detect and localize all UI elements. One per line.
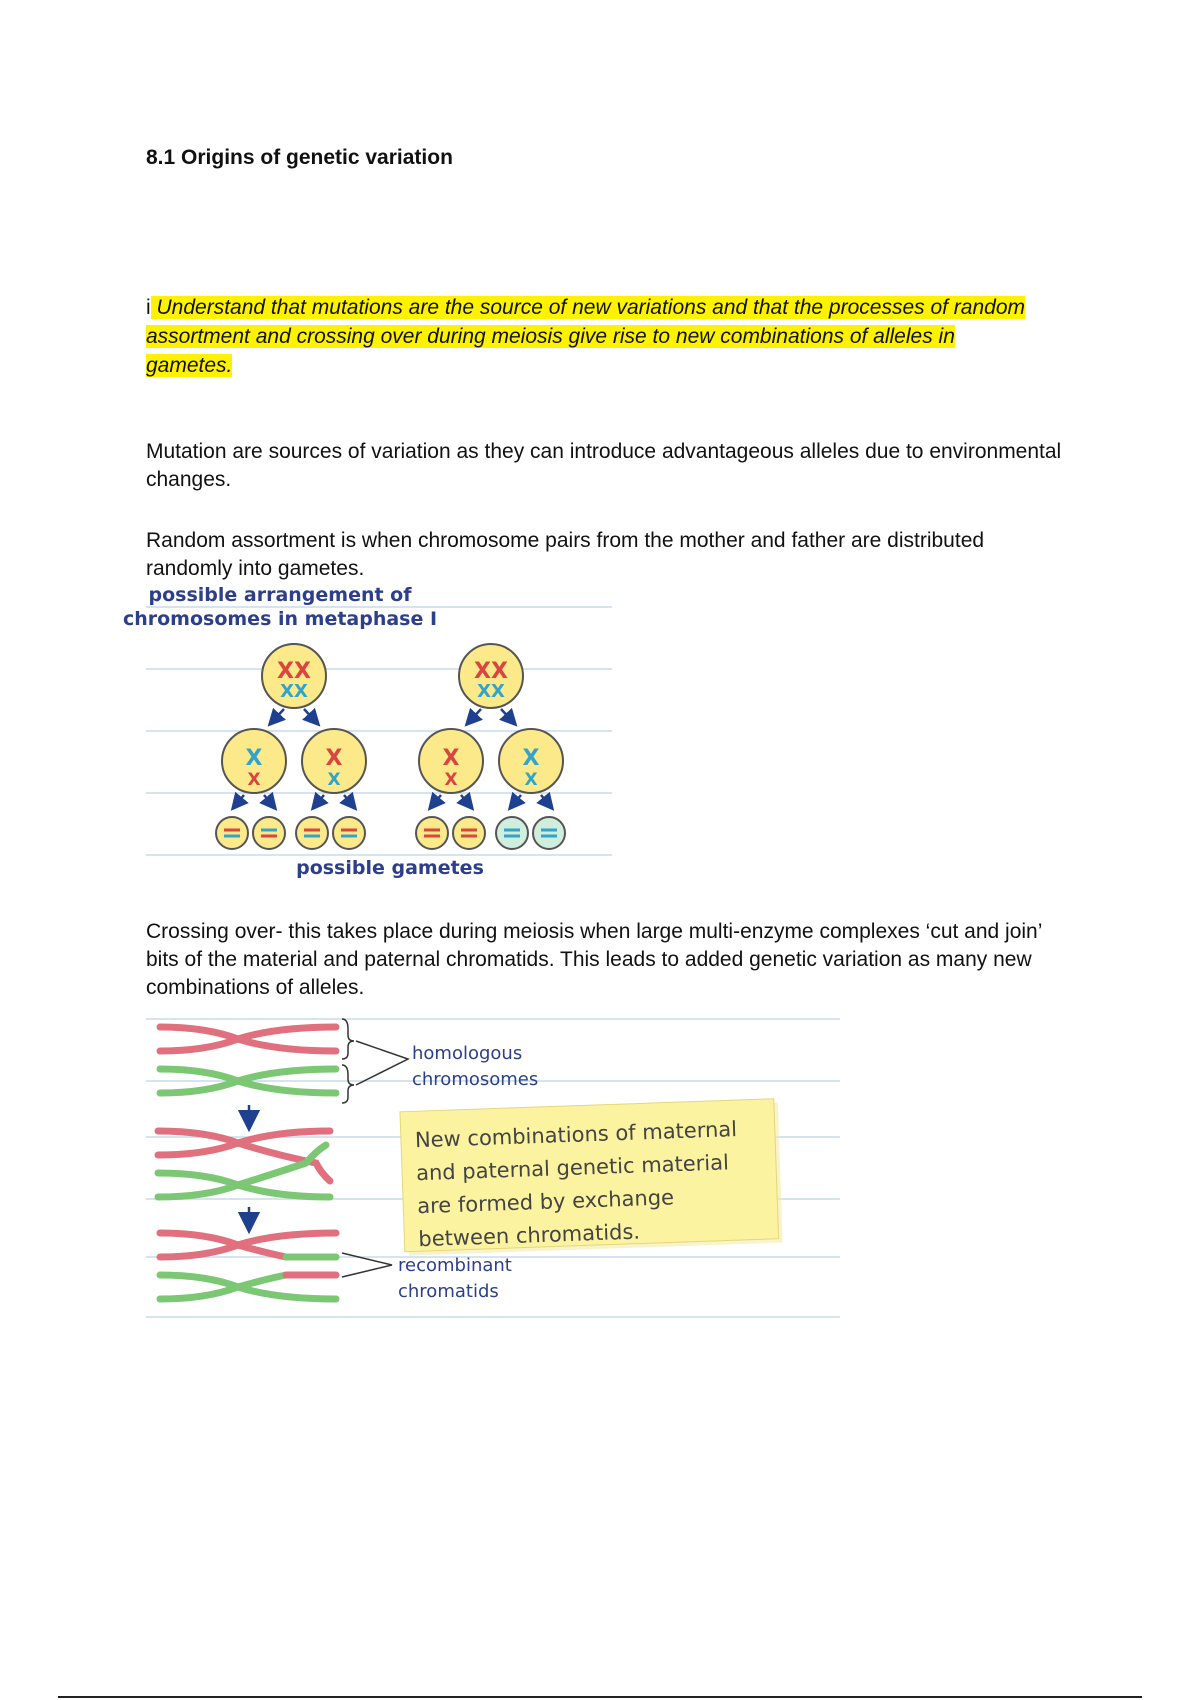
footer-divider — [58, 1696, 1142, 1698]
note-line-2: and paternal genetic material — [415, 1150, 730, 1186]
svg-text:XX: XX — [477, 681, 505, 702]
svg-text:X: X — [444, 770, 458, 790]
svg-text:XX: XX — [277, 659, 311, 684]
brace-top — [342, 1019, 354, 1059]
caption-arrangement-line2: chromosomes in metaphase I — [122, 608, 438, 630]
metaphase-cell-left — [262, 644, 326, 708]
gamete — [533, 817, 565, 849]
objective-text: Understand that mutations are the source of new variations and that the processes of random assortment and crossing over during meiosis give rise to new combinations of alleles in gametes. — [146, 296, 1026, 377]
homologous-pair-stage-1 — [160, 1027, 336, 1093]
gamete — [416, 817, 448, 849]
arrows-division-1 — [271, 709, 514, 723]
label-recombinant-line2: chromatids — [398, 1281, 499, 1302]
random-assortment-figure — [122, 584, 612, 885]
gametes-row — [216, 817, 565, 849]
note-line-4: between chromatids. — [417, 1219, 641, 1252]
homologous-pointer — [356, 1041, 408, 1085]
label-homologous-line2: chromosomes — [412, 1069, 539, 1090]
label-homologous-line1: homologous — [412, 1043, 523, 1064]
recombinant-stage-3 — [160, 1233, 336, 1299]
daughter-cell-1 — [222, 729, 286, 793]
gamete — [496, 817, 528, 849]
gamete — [216, 817, 248, 849]
section-title: 8.1 Origins of genetic variation — [146, 146, 453, 169]
objective-bullet: i — [146, 296, 151, 319]
brace-bottom — [342, 1065, 354, 1103]
daughter-cell-3 — [419, 729, 483, 793]
paragraph-crossing-over: Crossing over- this takes place during meiosis when large multi-enzyme complexes ‘cut and join’ bits of the material and paternal chromatids. This leads to added genetic variation as many new combinations of alleles. — [146, 920, 1042, 999]
label-recombinant-line1: recombinant — [398, 1255, 512, 1276]
note-line-1: New combinations of maternal — [414, 1117, 738, 1153]
arrows-division-2 — [234, 795, 551, 807]
crossing-over-figure — [146, 1013, 840, 1323]
gamete — [333, 817, 365, 849]
svg-text:X: X — [524, 770, 538, 790]
gamete — [296, 817, 328, 849]
daughter-cell-2 — [302, 729, 366, 793]
svg-text:XX: XX — [280, 681, 308, 702]
sticky-note — [400, 1099, 783, 1256]
daughter-cell-4 — [499, 729, 563, 793]
paragraph-mutation: Mutation are sources of variation as they can introduce advantageous alleles due to environmental changes. — [146, 440, 1062, 491]
gamete — [253, 817, 285, 849]
note-line-3: are formed by exchange — [416, 1185, 675, 1219]
paragraph-random-assortment: Random assortment is when chromosome pairs from the mother and father are distributed randomly into gametes. — [146, 529, 985, 580]
svg-text:X: X — [442, 746, 460, 771]
svg-text:X: X — [522, 746, 540, 771]
metaphase-cell-right — [459, 644, 523, 708]
crossing-stage-2 — [158, 1131, 330, 1197]
svg-text:X: X — [325, 746, 343, 771]
svg-text:X: X — [245, 746, 263, 771]
svg-text:X: X — [327, 770, 341, 790]
caption-arrangement-line1: possible arrangement of — [148, 584, 412, 606]
gamete — [453, 817, 485, 849]
svg-text:XX: XX — [474, 659, 508, 684]
learning-objective — [146, 293, 1026, 380]
svg-text:X: X — [247, 770, 261, 790]
caption-possible-gametes: possible gametes — [296, 857, 484, 879]
